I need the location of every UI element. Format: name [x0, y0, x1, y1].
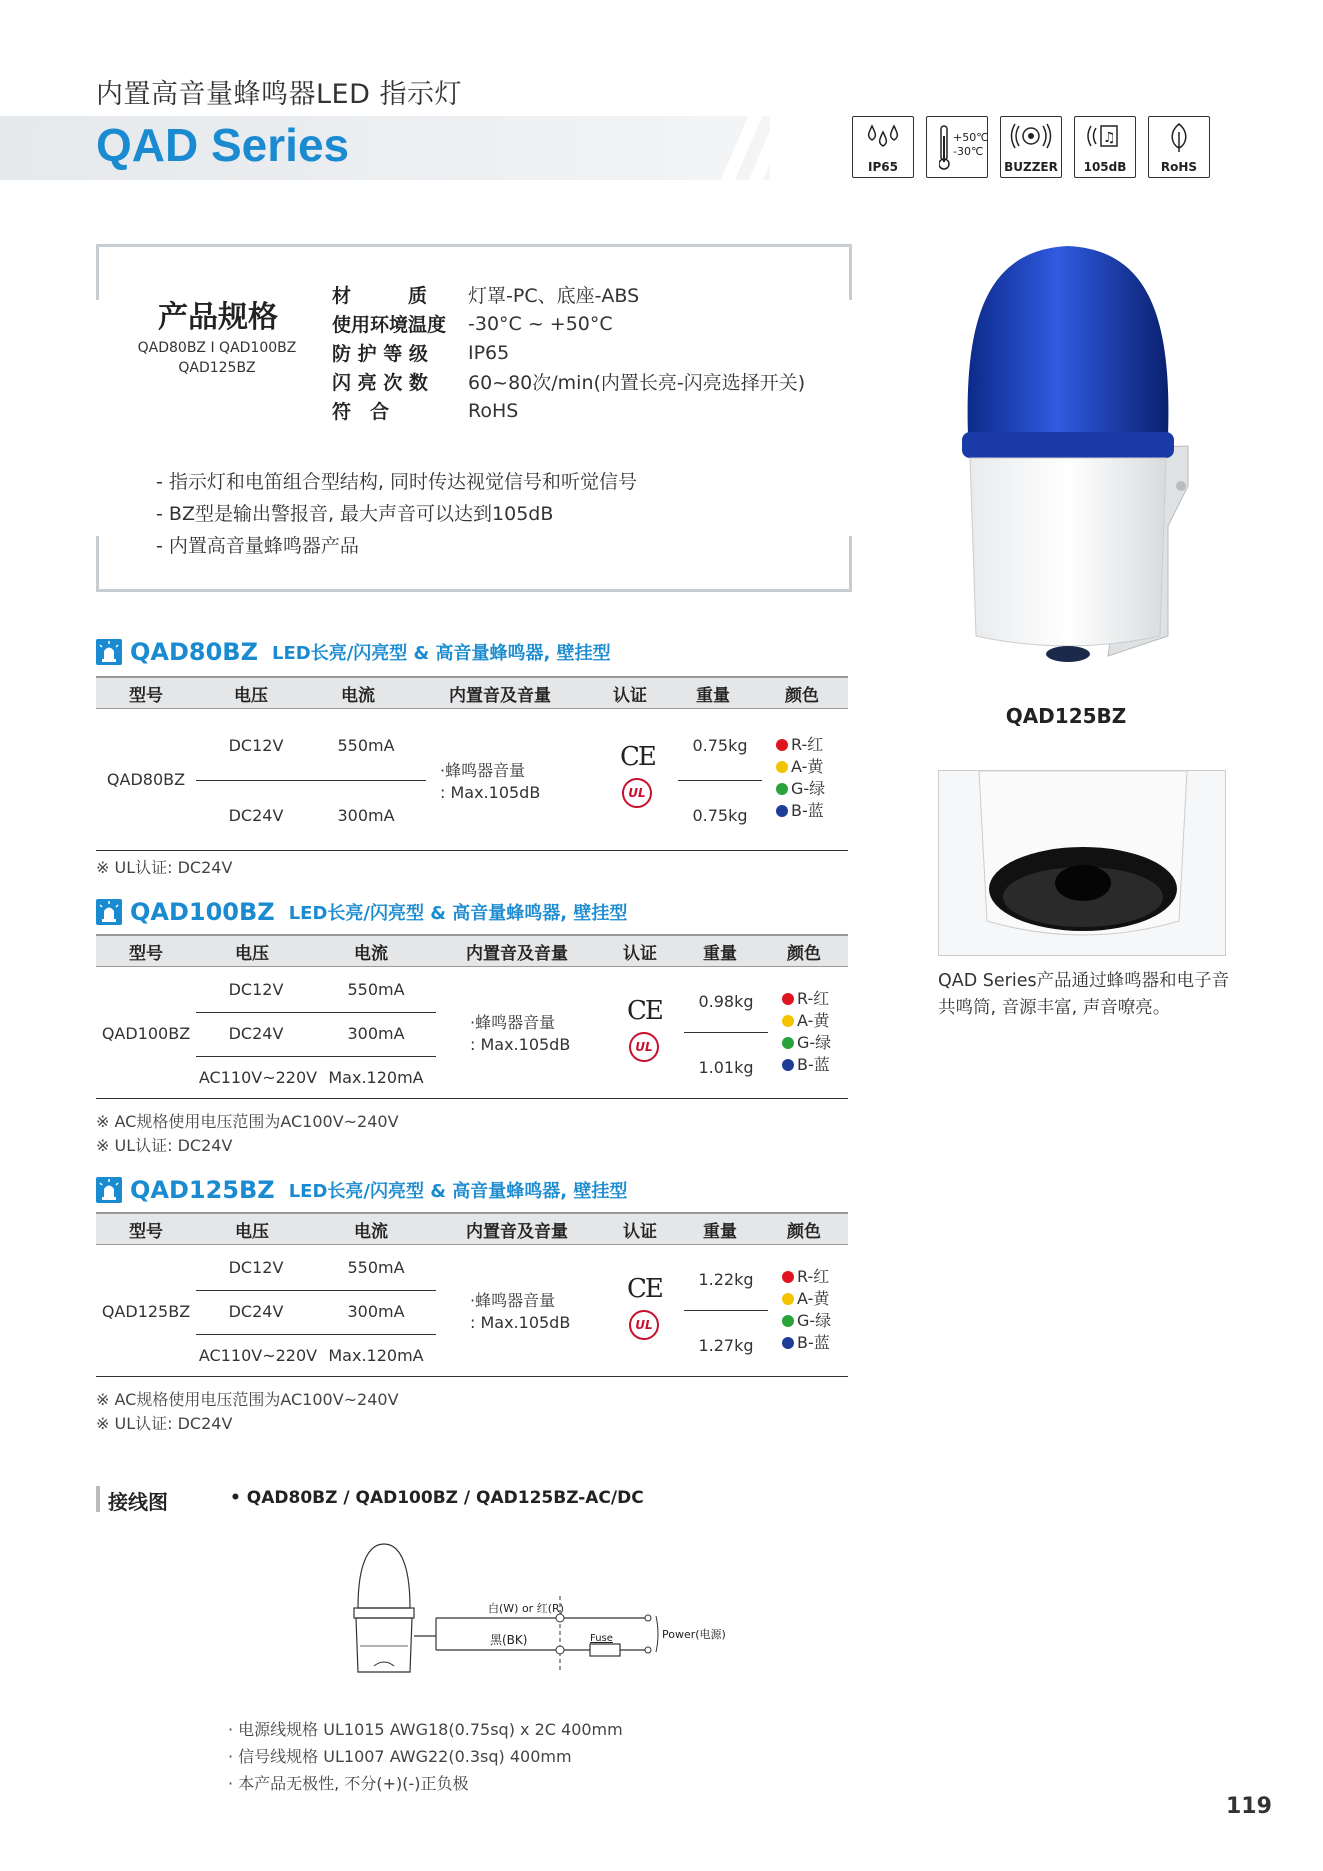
lamp-icon [96, 1177, 122, 1203]
red-dot-icon [782, 993, 794, 1005]
voltage-cell: DC24V [228, 1024, 284, 1043]
badge-temperature [926, 116, 988, 178]
spec-row: 防 护 等 级 IP65 [332, 341, 510, 365]
fuse-label: Fuse [590, 1633, 613, 1644]
section-desc: LED长亮/闪亮型 & 高音量蜂鸣器, 壁挂型 [288, 903, 628, 924]
wire-black-label: 黑(BK) [490, 1633, 528, 1647]
page-number: 119 [1226, 1794, 1272, 1819]
weight-cell: 0.75kg [692, 736, 748, 755]
svg-text:♫: ♫ [1103, 130, 1116, 146]
bullet-item: - BZ型是输出警报音, 最大声音可以达到105dB [156, 498, 637, 530]
spec-heading: 产品规格 [158, 300, 278, 335]
weight-cell: 0.75kg [692, 806, 748, 825]
yellow-dot-icon [782, 1015, 794, 1027]
bullet-item: - 指示灯和电笛组合型结构, 同时传达视觉信号和听觉信号 [156, 466, 637, 498]
color-list: R-红 A-黄 G-绿 B-蓝 [776, 734, 825, 822]
product-caption: QAD125BZ [1005, 704, 1127, 728]
current-cell: 300mA [347, 1302, 405, 1321]
wiring-marker [96, 1486, 100, 1512]
lamp-icon [96, 639, 122, 665]
voltage-cell: DC24V [228, 1302, 284, 1321]
section-desc: LED长亮/闪亮型 & 高音量蜂鸣器, 壁挂型 [288, 1181, 628, 1202]
wiring-heading: 接线图 [108, 1490, 168, 1514]
red-dot-icon [776, 739, 788, 751]
table-header: 型号 电压 电流 内置音及音量 认证 重量 颜色 [96, 1212, 848, 1244]
voltage-cell: DC12V [228, 736, 284, 755]
section-desc: LED长亮/闪亮型 & 高音量蜂鸣器, 壁挂型 [272, 643, 611, 664]
color-list: R-红 A-黄 G-绿 B-蓝 [782, 988, 831, 1076]
weight-cell: 1.27kg [698, 1336, 754, 1355]
spec-row: 使用环境温度 -30°C ~ +50°C [332, 312, 613, 336]
ul-mark-icon: UL [622, 778, 652, 808]
voltage-cell: AC110V~220V [198, 1346, 318, 1365]
current-cell: 550mA [337, 736, 395, 755]
color-list: R-红 A-黄 G-绿 B-蓝 [782, 1266, 831, 1354]
section-title-qad100bz [96, 898, 627, 926]
wiring-notes: · 电源线规格 UL1015 AWG18(0.75sq) x 2C 400mm · 信号线规格 UL1007 AWG22(0.3sq) 400mm · 本产品无极性, 不分(+)(-)正负极 [228, 1716, 623, 1797]
yellow-dot-icon [782, 1293, 794, 1305]
current-cell: 550mA [347, 1258, 405, 1277]
buzzer-icon [1009, 122, 1053, 152]
yellow-dot-icon [776, 761, 788, 773]
red-dot-icon [782, 1271, 794, 1283]
voltage-cell: DC12V [228, 980, 284, 999]
detail-image [938, 770, 1226, 956]
spec-row: 符 合 RoHS [332, 399, 519, 423]
model-cell: QAD125BZ [101, 1302, 191, 1321]
weight-cell: 1.22kg [698, 1270, 754, 1289]
spec-bullets [156, 466, 637, 562]
ul-mark-icon: UL [629, 1032, 659, 1062]
badge-label: BUZZER [1004, 160, 1058, 174]
voltage-cell: AC110V~220V [198, 1068, 318, 1087]
green-dot-icon [782, 1315, 794, 1327]
page-subtitle: 内置高音量蜂鸣器LED 指示灯 [96, 79, 462, 110]
current-cell: Max.120mA [328, 1068, 424, 1087]
sound-icon [1083, 122, 1127, 152]
wiring-diagram [350, 1540, 750, 1690]
spec-row: 材 质 灯罩-PC、底座-ABS [332, 285, 640, 307]
detail-caption: QAD Series产品通过蜂鸣器和电子音共鸣筒, 音源丰富, 声音嘹亮。 [938, 971, 1230, 1018]
temp-range: +50℃ -30℃ [953, 131, 989, 158]
wire-white-label: 白(W) or 红(R) [488, 1602, 564, 1615]
badge-buzzer [1000, 116, 1062, 178]
spec-row: 闪 亮 次 数 60~80次/min(内置长亮-闪亮选择开关) [332, 372, 806, 394]
wiring-subtitle: • QAD80BZ / QAD100BZ / QAD125BZ-AC/DC [230, 1488, 644, 1508]
voltage-cell: DC12V [228, 1258, 284, 1277]
table-header: 型号 电压 电流 内置音及音量 认证 重量 颜色 [96, 934, 848, 966]
ul-mark-icon: UL [629, 1310, 659, 1340]
table-header: 型号 电压 电流 内置音及音量 认证 重量 颜色 [96, 676, 848, 708]
voltage-cell: DC24V [228, 806, 284, 825]
sound-cell: ·蜂鸣器音量 : Max.105dB [470, 1013, 571, 1054]
blue-dot-icon [776, 805, 788, 817]
section-title-qad80bz [96, 638, 611, 666]
badge-105db [1074, 116, 1136, 178]
badge-label: IP65 [868, 160, 898, 174]
section-notes: ※ AC规格使用电压范围为AC100V~240V ※ UL认证: DC24V [96, 1390, 399, 1433]
current-cell: 300mA [337, 806, 395, 825]
section-name: QAD100BZ [130, 898, 275, 926]
spec-table [332, 280, 805, 425]
green-dot-icon [776, 783, 788, 795]
green-dot-icon [782, 1037, 794, 1049]
current-cell: 300mA [347, 1024, 405, 1043]
rohs-leaf-icon [1159, 122, 1199, 154]
ce-mark-icon: CE [627, 1274, 662, 1304]
bullet-item: - 内置高音量蜂鸣器产品 [156, 530, 637, 562]
weight-cell: 1.01kg [698, 1058, 754, 1077]
blue-dot-icon [782, 1059, 794, 1071]
lamp-icon [96, 899, 122, 925]
section-note: ※ UL认证: DC24V [96, 858, 233, 877]
ce-mark-icon: CE [627, 996, 662, 1026]
water-drops-icon [864, 122, 902, 150]
model-cell: QAD100BZ [101, 1024, 191, 1043]
badge-label: RoHS [1160, 160, 1198, 174]
section-name: QAD125BZ [130, 1176, 275, 1204]
stripe-decoration [720, 112, 840, 182]
weight-cell: 0.98kg [698, 992, 754, 1011]
badge-ip65 [852, 116, 914, 178]
spec-models: QAD80BZ Ι QAD100BZ QAD125BZ [137, 340, 297, 376]
current-cell: 550mA [347, 980, 405, 999]
badge-label: 105dB [1083, 160, 1127, 174]
model-cell: QAD80BZ [106, 770, 186, 789]
page-title: QAD Series [96, 119, 350, 171]
product-image [948, 236, 1208, 676]
badge-rohs [1148, 116, 1210, 178]
section-name: QAD80BZ [130, 638, 258, 666]
sound-cell: ·蜂鸣器音量 : Max.105dB [470, 1291, 571, 1332]
current-cell: Max.120mA [328, 1346, 424, 1365]
blue-dot-icon [782, 1337, 794, 1349]
section-title-qad125bz [96, 1176, 627, 1204]
ce-mark-icon: CE [620, 742, 655, 772]
section-notes: ※ AC规格使用电压范围为AC100V~240V ※ UL认证: DC24V [96, 1112, 399, 1155]
feature-badges [852, 116, 1210, 178]
power-label: Power(电源) [662, 1628, 726, 1641]
sound-cell: ·蜂鸣器音量 : Max.105dB [440, 761, 541, 802]
